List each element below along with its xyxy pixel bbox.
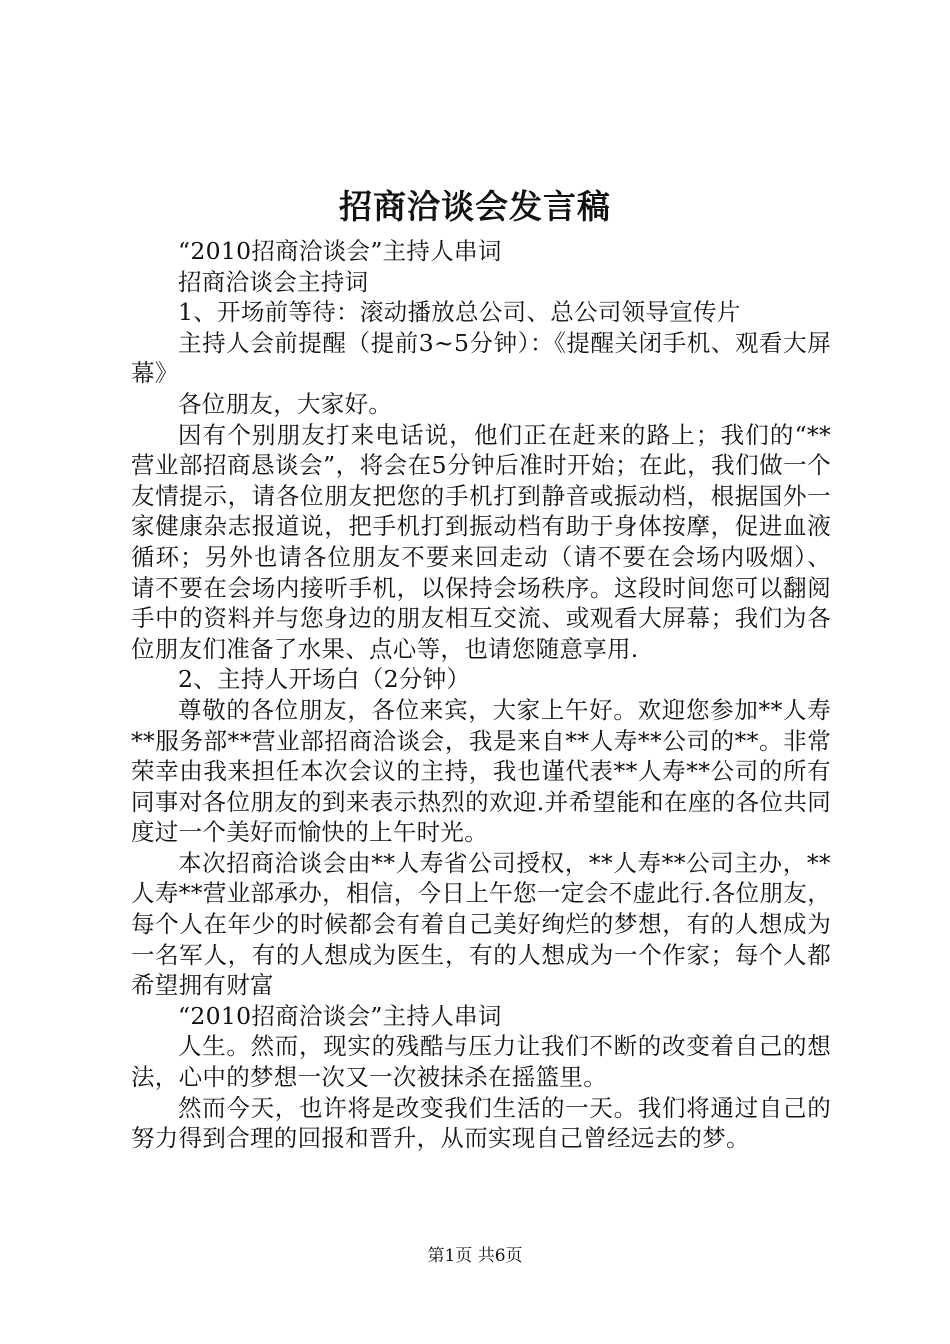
paragraph-welcome: 尊敬的各位朋友，各位来宾，大家上午好。欢迎您参加**人寿**服务部**营业部招商洽谈会，我是来自**人寿**公司的**。非常荣幸由我来担任本次会议的主持，我也谨代表**人寿**公司的所有同事对各位朋友的到来表示热烈的欢迎.并希望能和在座的各位共同度过一个美好而愉快的上午时光。: [131, 695, 831, 847]
paragraph-notice: 因有个别朋友打来电话说，他们正在赶来的路上；我们的“**营业部招商恳谈会”，将会在5分钟后准时开始；在此，我们做一个友情提示，请各位朋友把您的手机打到静音或振动档，根据国外一家健康杂志报道说，把手机打到振动档有助于身体按摩，促进血液循环；另外也请各位朋友不要来回走动（请不要在会场内吸烟）、请不要在会场内接听手机，以保持会场秩序。这段时间您可以翻阅手中的资料并与您身边的朋友相互交流、或观看大屏幕；我们为各位朋友们准备了水果、点心等，也请您随意享用.: [131, 420, 831, 663]
document-title: 招商洽谈会发言稿: [339, 187, 611, 226]
paragraph-step-2: 2、主持人开场白（2分钟）: [178, 665, 471, 694]
paragraph-heading-1: “2010招商洽谈会”主持人串词: [178, 237, 502, 265]
paragraph-introduction: 本次招商洽谈会由**人寿省公司授权，**人寿**公司主办，**人寿**营业部承办，相信，今日上午您一定会不虚此行.各位朋友，每个人在年少的时候都会有着自己美好绚烂的梦想，有的人想成为一名军人，有的人想成为医生，有的人想成为一个作家；每个人都希望拥有财富: [131, 848, 831, 1000]
paragraph-life: 人生。然而，现实的残酷与压力让我们不断的改变着自己的想法，心中的梦想一次又一次被抹杀在摇篮里。: [131, 1032, 831, 1092]
page-footer: 第1页 共6页: [427, 1246, 523, 1266]
paragraph-heading-3: “2010招商洽谈会”主持人串词: [178, 1001, 502, 1030]
paragraph-reminder: 主持人会前提醒（提前3~5分钟）：《提醒关闭手机、观看大屏幕》: [131, 328, 831, 388]
paragraph-step-1: 1、开场前等待：滚动播放总公司、总公司领导宣传片: [178, 298, 741, 327]
document-body: [131, 236, 831, 1154]
paragraph-greeting: 各位朋友，大家好。: [178, 389, 393, 418]
paragraph-heading-2: 招商洽谈会主持词: [178, 267, 369, 296]
paragraph-today: 然而今天，也许将是改变我们生活的一天。我们将通过自己的努力得到合理的回报和晋升，从而实现自己曾经远去的梦。: [131, 1093, 831, 1153]
